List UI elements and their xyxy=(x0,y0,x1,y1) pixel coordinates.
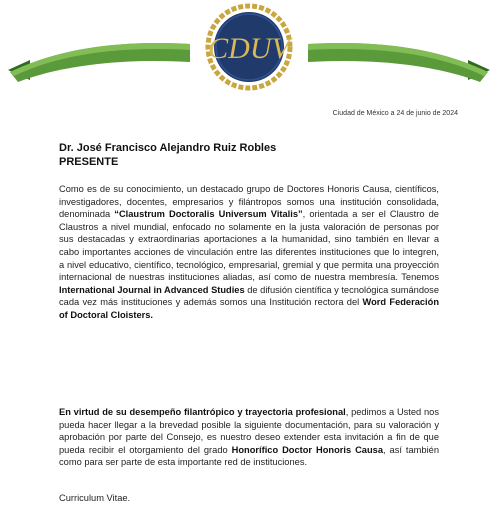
letterhead-graphic xyxy=(0,0,498,96)
p1-bold-journal: International Journal in Advanced Studies xyxy=(59,284,245,295)
right-ribbon xyxy=(308,43,490,82)
recipient-name: Dr. José Francisco Alejandro Ruiz Robles xyxy=(59,142,277,154)
p1-text-3: de difusión científica y tecnológica sumándose cada vez más instituciones y además somos una Institución rectora del xyxy=(59,284,440,308)
p1-text-2: , orientada a ser el Claustro de Claustros a nivel mundial, enfocado no solamente en la justa valoración de personas por sus destacadas y extraordinarias aportaciones a la humanidad, sino también en llevar a cabo importantes acciones de vinculación entre las diferentes instituciones que lo integren, a nivel educativo, científico, tecnológico, empresarial, gremial y que permita una proyección internacional de nuestras instituciones aliadas, así como de nuestra membresía. Tenemos xyxy=(59,209,439,283)
p1-text-1: Como es de su conocimiento, un destacado grupo de Doctores Honoris Causa, científicos, investigadores, docentes, empresarios y filántropos somos una institución consolidada, denominada xyxy=(59,184,439,220)
p2-text-1: , pedimos a Usted nos pueda hacer llegar a la brevedad posible la siguiente documentación, para su valoración y aprobación por parte del Consejo, es nuestro deseo extender esta invitación a fin de que pueda recibir el otorgamiento del grado xyxy=(59,407,439,455)
recipient-block xyxy=(59,141,276,169)
logo-monogram: CDUV xyxy=(208,32,290,65)
cv-item: Curriculum Vitae. xyxy=(59,493,131,503)
p2-text-2: , así también como para ser parte de esta importante red de instituciones. xyxy=(59,444,439,468)
p1-bold-institution-name: “Claustrum Doctoralis Universum Vitalis” xyxy=(114,209,303,220)
letterhead xyxy=(0,0,498,96)
p2-bold-intro: En virtud de su desempeño filantrópico y trayectoria profesional xyxy=(59,407,346,417)
paragraph-invitation xyxy=(59,406,439,469)
recipient-label: PRESENTE xyxy=(59,156,119,168)
paragraph-institution xyxy=(59,183,439,322)
p2-bold-degree: Honorífico Doctor Honoris Causa xyxy=(231,444,383,455)
left-ribbon xyxy=(8,43,190,82)
place-date: Ciudad de México a 24 de junio de 2024 xyxy=(332,110,458,117)
p1-bold-federation: Word Federación of Doctoral Cloisters. xyxy=(59,297,439,320)
